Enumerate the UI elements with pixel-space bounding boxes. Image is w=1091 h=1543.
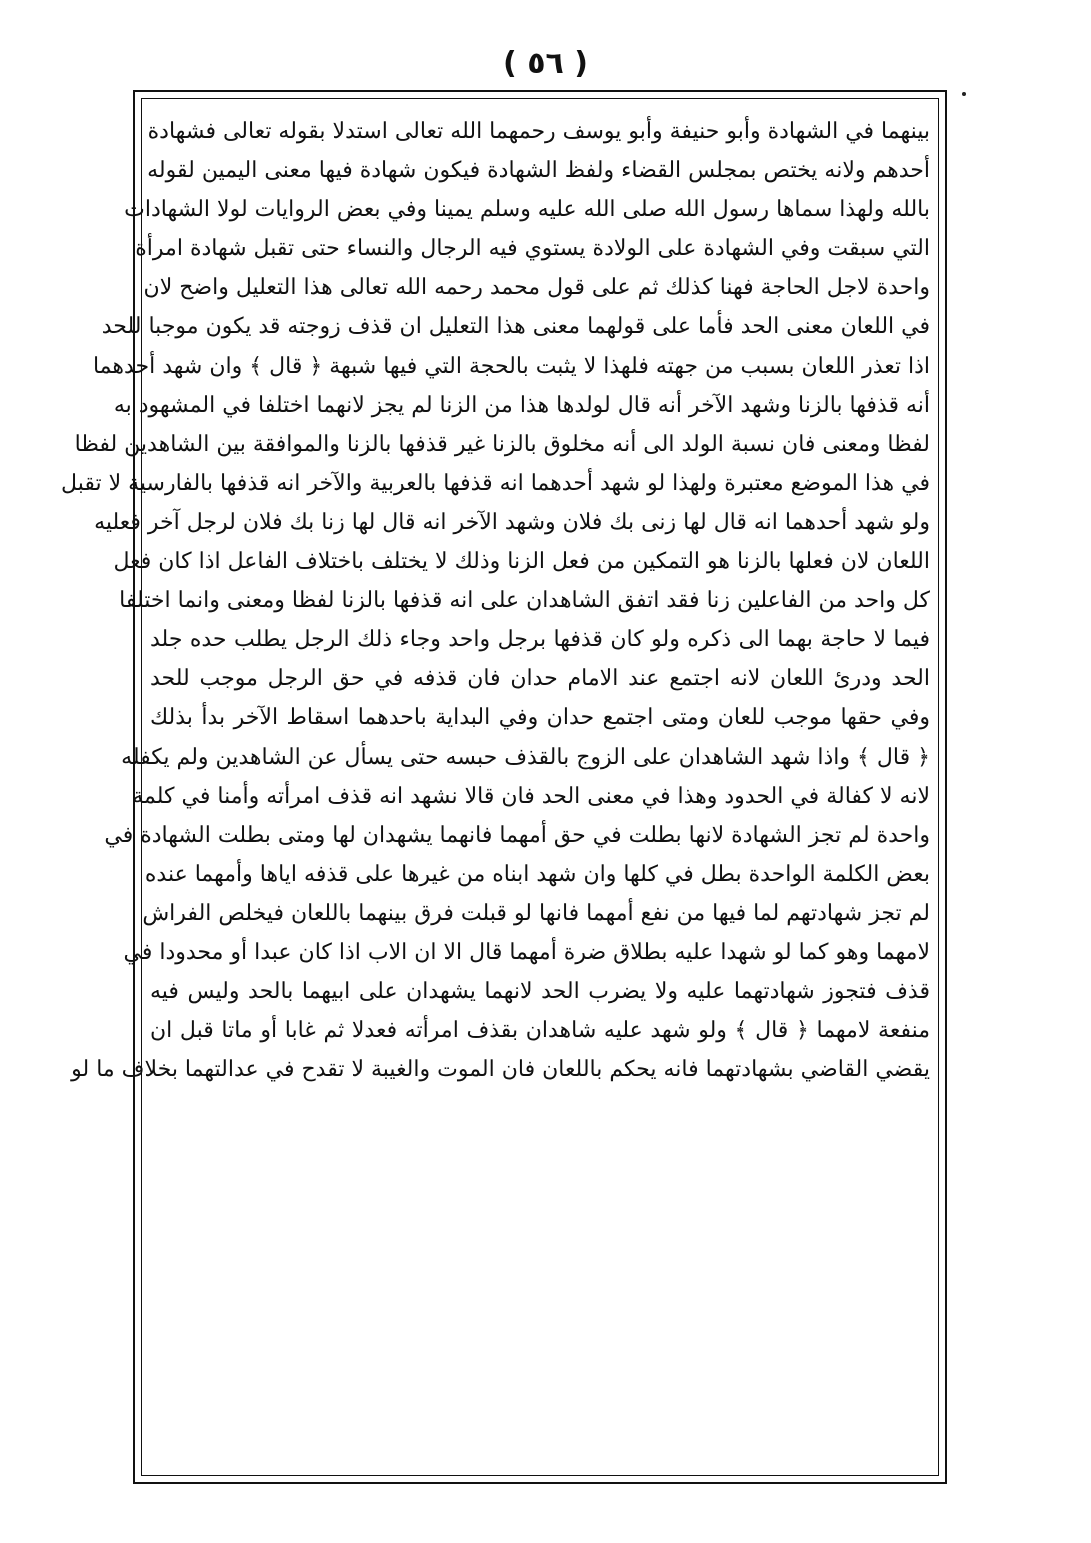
text-line: اللعان لان فعلها بالزنا هو التمكين من فعل الزنا وذلك لا يختلف باختلاف الفاعل اذا كان فعل (113, 549, 930, 575)
text-line: أنه قذفها بالزنا وشهد الآخر أنه قال لولدها هذا من الزنا لم يجز لانهما اختلفا في المشهود به (113, 392, 930, 418)
text-line: في اللعان معنى الحد فأما على قولهما معنى هذا التعليل ان قذف زوجته قد يكون موجبا للحد (101, 314, 930, 340)
text-line: اذا تعذر اللعان بسبب من جهته فلهذا لا يثبت بالحجة التي فيها شبهة ﴿ قال ﴾ وان شهد أحدهما (92, 353, 930, 379)
text-line: قذف فتجوز شهادتهما عليه ولا يضرب الحد لانهما يشهدان على ابيهما بالحد وليس فيه (150, 979, 930, 1005)
text-line: كل واحد من الفاعلين زنا فقد اتفق الشاهدان على انه قذفها بالزنا لفظا ومعنى وانما اختلفا (119, 588, 930, 614)
text-line: واحدة لاجل الحاجة فهنا كذلك ثم على قول محمد رحمه الله تعالى هذا التعليل واضح لان (143, 275, 930, 301)
text-line: بالله ولهذا سماها رسول الله صلى الله عليه وسلم يمينا وفي بعض الروايات لولا الشهادات (124, 197, 930, 223)
text-line: منفعة لامهما ﴿ قال ﴾ ولو شهد عليه شاهدان بقذف امرأته فعدلا ثم غابا أو ماتا قبل ان (150, 1018, 930, 1044)
text-line: فيما لا حاجة بهما الى ذكره ولو كان قذفها برجل واحد وجاء ذلك الرجل يطلب حده جلد (150, 627, 930, 653)
text-line: بينهما في الشهادة وأبو حنيفة وأبو يوسف رحمهما الله تعالى استدلا بقوله تعالى فشهادة (147, 119, 930, 144)
text-line: وفي حقها موجب للعان ومتى اجتمع حدان وفي البداية باحدهما اسقاط الآخر بدأ بذلك (150, 705, 930, 731)
corner-mark (962, 92, 966, 96)
text-line: في هذا الموضع معتبرة ولهذا لو شهد أحدهما انه قذفها بالعربية والآخر انه قذفها بالفارسية لا تقبل (61, 470, 930, 496)
text-line: التي سبقت وفي الشهادة على الولادة يستوي فيه الرجال والنساء حتى تقبل شهادة امرأة (135, 236, 930, 262)
text-line: واحدة لم تجز الشهادة لانها بطلت في حق أمهما فانهما يشهدان لها ومتى بطلت الشهادة في (104, 822, 930, 848)
text-line: لانه لا كفالة في الحدود وهذا في معنى الحد فان قالا نشهد انه قذف امرأته وأمنا في كلمة (132, 783, 930, 809)
text-body (61, 112, 930, 1472)
page-number: ( ٥٦ ) (503, 46, 588, 81)
text-line: ولو شهد أحدهما انه قال لها زنى بك فلان وشهد الآخر انه قال لها زنا بك فلان لرجل آخر فعليه (94, 509, 930, 535)
text-line: لفظا ومعنى فان نسبة الولد الى أنه مخلوق بالزنا غير قذفها بالزنا والموافقة بين الشاهدين لفظا (74, 431, 930, 457)
text-line: بعض الكلمة الواحدة بطل في كلها وان شهد ابناه من غيرها على قذفه اياها وأمهما عنده (144, 861, 930, 887)
text-line: لم تجز شهادتهم لما فيها من نفع أمهما فانها لو قبلت فرق بينهما باللعان فيخلص الفراش (142, 900, 930, 926)
text-line: ﴿ قال ﴾ واذا شهد الشاهدان على الزوج بالقذف حبسه حتى يسأل عن الشاهدين ولم يكفله (121, 744, 930, 770)
text-line: الحد ودرئ اللعان لانه اجتمع عند الامام حدان فان قذفه في حق الرجل موجب للحد (150, 666, 930, 692)
text-line: أحدهم ولانه يختص بمجلس القضاء ولفظ الشهادة فيكون شهادة فيها معنى اليمين لقوله (147, 158, 930, 184)
text-line: يقضي القاضي بشهادتهما فانه يحكم باللعان فان الموت والغيبة لا تقدح في عدالتهما بخلاف ما لو (71, 1057, 930, 1083)
text-line: لامهما وهو كما لو شهدا عليه بطلاق ضرة أمهما قال الا ان الاب اذا كان عبدا أو محدودا في (123, 939, 930, 965)
